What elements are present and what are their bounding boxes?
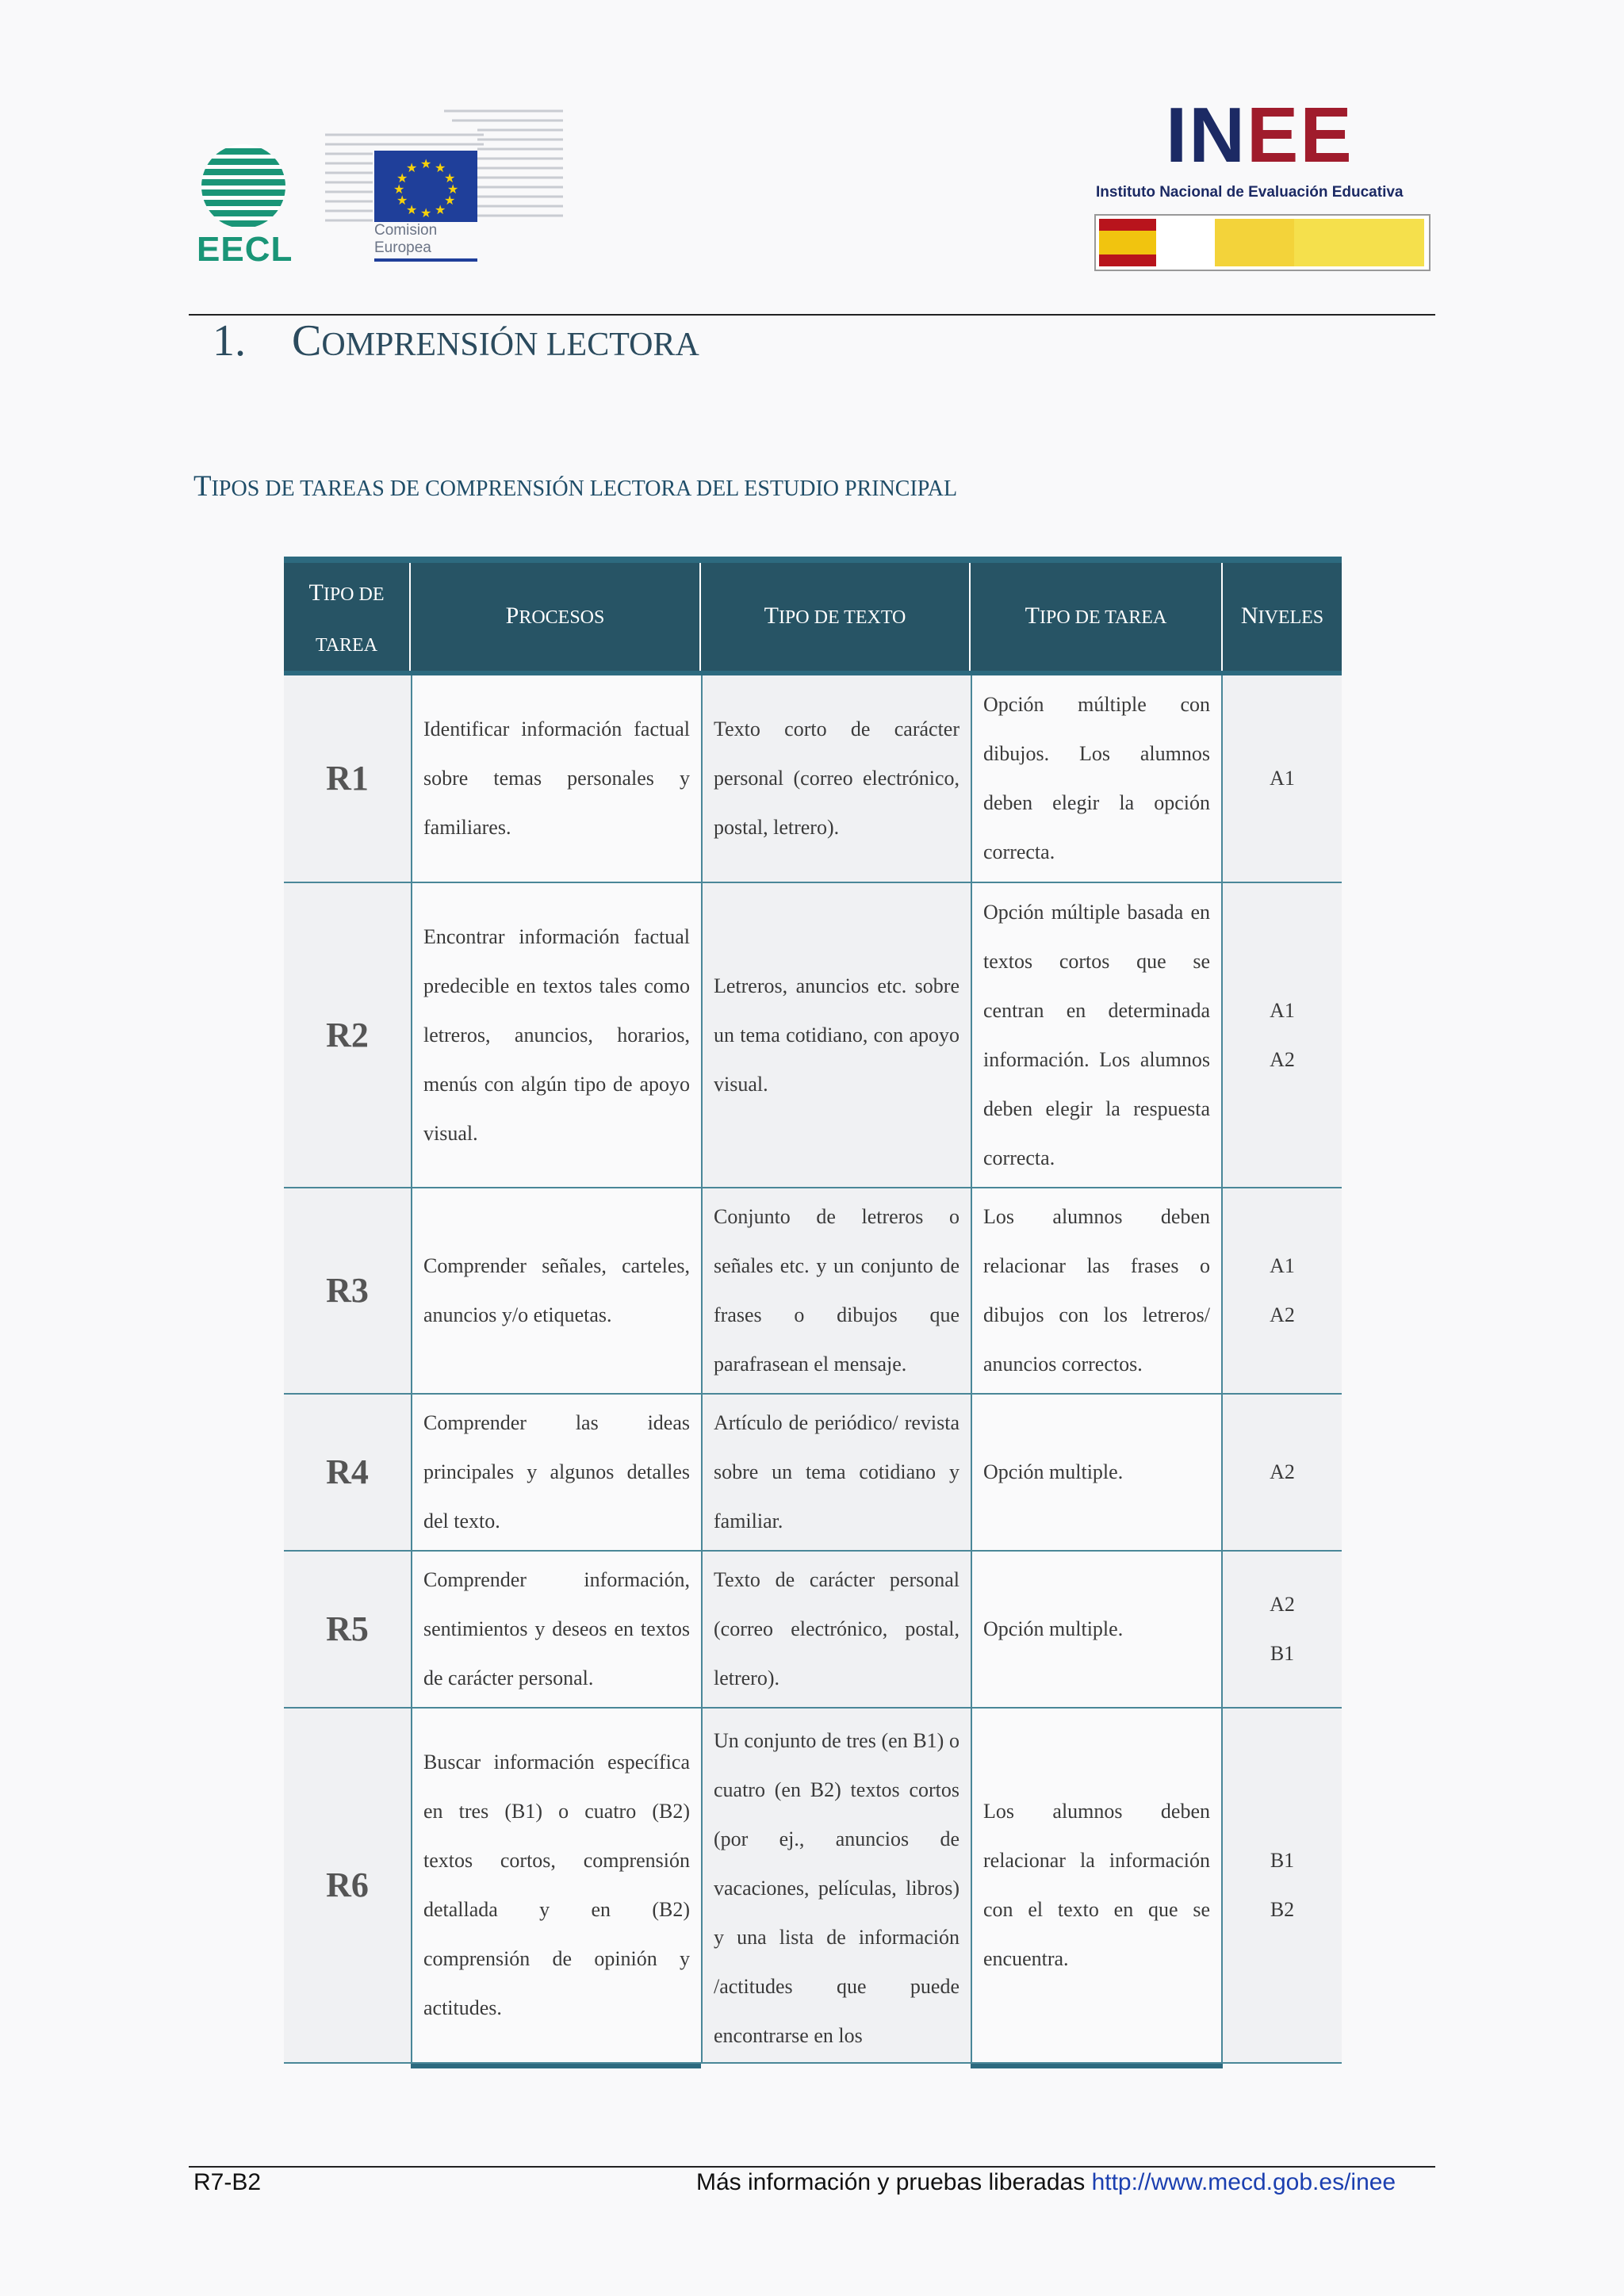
page-code: R7-B2 xyxy=(193,2169,262,2195)
tipo-tarea-cell: Opción multiple. xyxy=(983,1460,1124,1483)
footer-rule xyxy=(189,2166,1435,2168)
task-id: R6 xyxy=(284,1709,411,2062)
tipo-tarea-cell: Los alumnos deben relacionar la información con el texto en que se encuentra. xyxy=(983,1800,1210,1970)
table-row xyxy=(284,1709,1342,2064)
tipo-tarea-cell: Opción multiple. xyxy=(983,1617,1124,1640)
niveles-cell: A1 A2 xyxy=(1270,998,1295,1071)
table-row xyxy=(284,883,1342,1188)
footer-more-info: Más información y pruebas liberadas xyxy=(696,2169,1092,2195)
section-number: 1. xyxy=(213,316,246,365)
inee-logo xyxy=(1094,91,1427,277)
header-tipo-de-tarea: TIPO DE TAREA xyxy=(284,563,411,671)
ec-logo-caption: Comision Europea xyxy=(374,222,438,256)
header-procesos: PROCESOS xyxy=(411,563,701,671)
footer-link[interactable]: http://www.mecd.gob.es/inee xyxy=(1091,2169,1396,2195)
tipo-texto-cell: Texto de carácter personal (correo electrónico, postal, letrero). xyxy=(714,1568,959,1689)
tipo-texto-cell: Conjunto de letreros o señales etc. y un conjunto de frases o dibujos que parafrasean el mensaje. xyxy=(714,1205,959,1376)
table-row xyxy=(284,1188,1342,1395)
tipo-tarea-cell: Opción múltiple con dibujos. Los alumnos deben elegir la opción correcta. xyxy=(983,693,1210,863)
niveles-cell: A1 A2 xyxy=(1270,1254,1295,1326)
table-header-row xyxy=(284,563,1342,671)
task-id: R3 xyxy=(284,1188,411,1393)
reading-tasks-table xyxy=(284,557,1342,2068)
tipo-tarea-cell: Los alumnos deben relacionar las frases o dibujos con los letreros/ anuncios correctos. xyxy=(983,1205,1210,1376)
eecl-globe-icon xyxy=(201,144,285,228)
procesos-cell: Identificar información factual sobre temas personales y familiares. xyxy=(423,718,690,839)
tipo-texto-cell: Un conjunto de tres (en B1) o cuatro (en B2) textos cortos (por ej., anuncios de vacaciones, películas, libros) y una lista de información /actitudes que puede encontrarse en los xyxy=(714,1729,959,2047)
section-heading: 1. COMPRENSIÓN LECTORA xyxy=(213,316,699,365)
niveles-cell: A1 xyxy=(1270,767,1295,790)
task-id: R4 xyxy=(284,1395,411,1550)
eu-flag-icon: ★ ★ ★ ★ ★ ★ ★ ★ ★ ★ ★ ★ xyxy=(374,151,477,222)
tipo-texto-cell: Letreros, anuncios etc. sobre un tema cotidiano, con apoyo visual. xyxy=(714,974,959,1096)
task-id: R1 xyxy=(284,675,411,882)
procesos-cell: Comprender señales, carteles, anuncios y/o etiquetas. xyxy=(423,1254,690,1326)
table-row xyxy=(284,1395,1342,1552)
procesos-cell: Encontrar información factual predecible en textos tales como letreros, anuncios, horarios, menús con algún tipo de apoyo visual. xyxy=(423,924,690,1145)
header-niveles: NIVELES xyxy=(1240,603,1324,629)
tipo-tarea-cell: Opción múltiple basada en textos cortos que se centran en determinada información. Los alumnos deben elegir la respuesta correcta. xyxy=(983,900,1210,1169)
niveles-cell: B1 B2 xyxy=(1270,1849,1295,1921)
procesos-cell: Comprender las ideas principales y algunos detalles del texto. xyxy=(423,1411,690,1533)
header-tipo-de-tarea-col: TIPO DE TAREA xyxy=(971,563,1223,671)
spain-flag-icon xyxy=(1099,219,1156,266)
european-commission-logo xyxy=(325,103,563,270)
niveles-cell: A2 xyxy=(1270,1460,1295,1483)
eecl-logo xyxy=(197,144,293,271)
table-row xyxy=(284,675,1342,883)
inee-subtitle: Instituto Nacional de Evaluación Educativa xyxy=(1096,184,1404,201)
header-tipo-de-texto: TIPO DE TEXTO xyxy=(701,563,971,671)
tipo-texto-cell: Texto corto de carácter personal (correo electrónico, postal, letrero). xyxy=(714,718,959,839)
procesos-cell: Buscar información específica en tres (B1) o cuatro (B2) textos cortos, comprensión detallada y en (B2) comprensión de opinión y actitudes. xyxy=(423,1751,690,2019)
inee-logo-text: INEE xyxy=(1166,91,1354,178)
spanish-government-logo xyxy=(1094,214,1431,271)
niveles-cell: A2 B1 xyxy=(1270,1593,1295,1665)
tipo-texto-cell: Artículo de periódico/ revista sobre un tema cotidiano y familiar. xyxy=(714,1411,959,1533)
table-row xyxy=(284,1552,1342,1709)
procesos-cell: Comprender información, sentimientos y deseos en textos de carácter personal. xyxy=(423,1568,690,1689)
table-heading: TIPOS DE TAREAS DE COMPRENSIÓN LECTORA DEL ESTUDIO PRINCIPAL xyxy=(193,470,958,503)
section-title: OMPRENSIÓN LECTORA xyxy=(321,327,699,363)
task-id: R2 xyxy=(284,883,411,1187)
footer-info xyxy=(696,2169,1396,2196)
eecl-logo-text: EECL xyxy=(197,230,293,269)
task-id: R5 xyxy=(284,1552,411,1707)
